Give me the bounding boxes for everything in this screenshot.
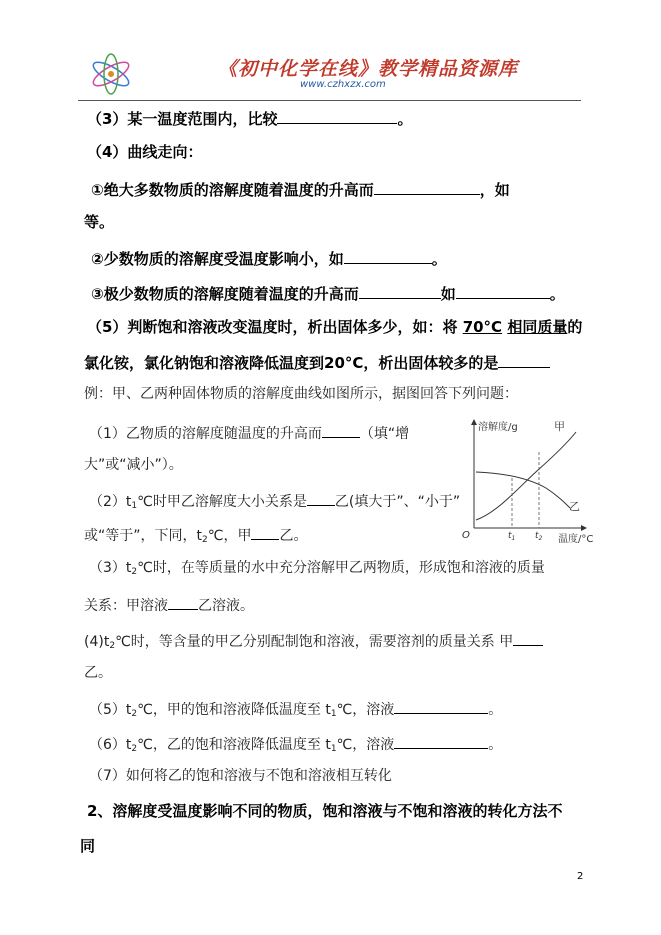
- origin-label: O: [462, 530, 470, 541]
- blank[interactable]: [251, 524, 279, 540]
- t1-label: $t_1$: [508, 531, 516, 542]
- series-jia-label: 甲: [554, 420, 565, 433]
- solubility-graph: [458, 416, 608, 544]
- blank[interactable]: [307, 490, 335, 506]
- blank[interactable]: [344, 248, 432, 264]
- question-1: （1）乙物质的溶解度随温度的升高而 （填“增: [89, 422, 409, 443]
- question-3: $(3)t_2℃$时，在等质量的水中充分溶解甲乙两物质，形成饱和溶液的质量: [89, 560, 545, 577]
- x-axis-label: 温度/°C: [558, 534, 594, 544]
- line-etc: 等。: [84, 213, 115, 231]
- blank[interactable]: [359, 283, 441, 299]
- question-2-cont: 或“等于”，下同，$t_2℃$，甲 乙。: [84, 524, 307, 549]
- blank[interactable]: [513, 630, 543, 646]
- question-2: $(2)t_1℃$时甲乙溶解度大小关系是 乙(填大于”、“小于”: [89, 490, 460, 515]
- blank[interactable]: [322, 422, 360, 438]
- line-most-substances: ①绝大多数物质的溶解度随着温度的升高而 ，如: [91, 181, 510, 199]
- question-5: $(5)t_2℃$，甲的饱和溶液降低温度至 $t_1℃$，溶液 。: [89, 698, 502, 723]
- section-2-heading-cont: 同: [80, 837, 96, 855]
- line-few-substances: ②少数物质的溶解度受温度影响小，如 。: [91, 250, 447, 268]
- blank[interactable]: [168, 594, 198, 610]
- line-example: 例：甲、乙两种固体物质的溶解度曲线如图所示，据图回答下列问题：: [84, 386, 518, 402]
- line-3-range: （3）某一温度范围内，比较 。: [87, 110, 413, 128]
- question-3-cont: 关系：甲溶液 乙溶液。: [84, 594, 254, 615]
- line-5-judge: （5）判断饱和溶液改变温度时，析出固体多少，如：将 70°C 相同质量的: [87, 318, 583, 336]
- curve-yi: [476, 472, 570, 508]
- blank[interactable]: [374, 179, 480, 195]
- line-4-curve: （4）曲线走向：: [87, 143, 203, 161]
- page-number: 2: [577, 871, 584, 882]
- question-4-cont: 乙。: [84, 665, 112, 681]
- page-header: [78, 46, 581, 100]
- blank[interactable]: [394, 698, 488, 714]
- blank[interactable]: [456, 283, 550, 299]
- line-ammonium-chloride: 氯化铵，氯化钠饱和溶液降低温度到20°C，析出固体较多的是: [84, 352, 550, 372]
- question-4: $(4)t_2℃$时，等含量的甲乙分别配制饱和溶液，需要溶剂的质量关系 甲: [84, 630, 543, 655]
- question-7: （7）如何将乙的饱和溶液与不饱和溶液相互转化: [89, 768, 392, 784]
- header-url: www.czhxzx.com: [300, 79, 386, 90]
- line-rare-substances: ③极少数物质的溶解度随着温度的升高而 如 。: [91, 285, 565, 303]
- question-6: $(6)t_2℃$，乙的饱和溶液降低温度至 $t_1℃$，溶液 。: [89, 733, 502, 758]
- question-1-cont: 大”或“减小”）。: [84, 457, 183, 473]
- blank[interactable]: [394, 733, 488, 749]
- blank[interactable]: [277, 108, 397, 124]
- header-title: 《初中化学在线》教学精品资源库: [218, 58, 519, 80]
- y-axis-label: 溶解度/g: [478, 422, 518, 433]
- section-2-heading: 2、溶解度受温度影响不同的物质，饱和溶液与不饱和溶液的转化方法不: [87, 802, 563, 820]
- curve-jia: [476, 432, 576, 520]
- blank[interactable]: [498, 352, 550, 368]
- atom-logo-icon: [88, 52, 134, 96]
- series-yi-label: 乙: [569, 500, 580, 513]
- header-rule: [78, 100, 581, 101]
- t2-label: $t_2$: [535, 531, 543, 542]
